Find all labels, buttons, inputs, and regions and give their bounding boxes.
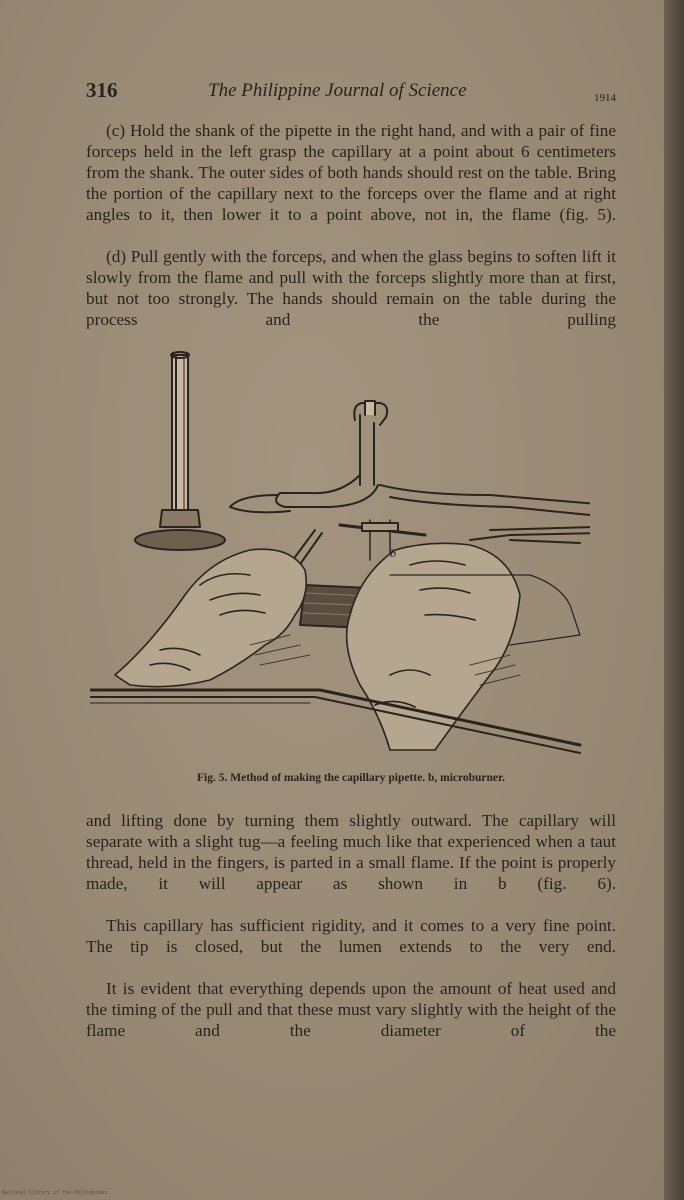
running-header xyxy=(86,78,616,108)
header-year: 1914 xyxy=(594,92,616,104)
gas-tap-and-tubing xyxy=(230,401,590,543)
paragraph-rigidity: This capillary has sufficient rigidity, and it comes to a very fine point. The tip is closed, but the lumen extends to the very end. xyxy=(86,916,616,956)
page-number: 316 xyxy=(86,78,118,102)
microburner-column xyxy=(135,352,225,550)
scan-footer: National Library of the Philippines xyxy=(2,1190,108,1196)
figure-caption: Fig. 5. Method of making the capillary pipette. b, microburner. xyxy=(197,772,505,784)
page-edge-shadow xyxy=(664,0,684,1200)
paragraph-step-c: (c) Hold the shank of the pipette in the right hand, and with a pair of fine forceps held in the left grasp the capillary at a point about 6 centimeters from the shank. The outer sides of both hands should rest on the table. Bring the portion of the capillary next to the forceps over the flame and at right angles to it, then lower it to a point above, not in, the flame (fig. 5). xyxy=(86,121,616,224)
figure-illustration xyxy=(90,345,590,760)
paragraph-evident: It is evident that everything depends upon the amount of heat used and the timing of the pull and that these must vary slightly with the height of the flame and the diameter of the xyxy=(86,979,616,1040)
paragraph-continuation: and lifting done by turning them slightly outward. The capillary will separate with a slight tug—a feeling much like that experienced when a taut thread, held in the fingers, is parted in a small flame. If the point is properly made, it will appear as shown in b (fig. 6). xyxy=(86,811,616,893)
left-hand xyxy=(115,549,306,686)
paragraph-step-d: (d) Pull gently with the forceps, and when the glass begins to soften lift it slowly from the flame and pull with the forceps slightly more than at first, but not too strongly. The hands should remain on the table during the process and the pulling xyxy=(86,247,616,329)
figure-label-b: b xyxy=(390,546,396,560)
right-hand xyxy=(347,543,520,750)
journal-title: The Philippine Journal of Science xyxy=(208,80,467,101)
